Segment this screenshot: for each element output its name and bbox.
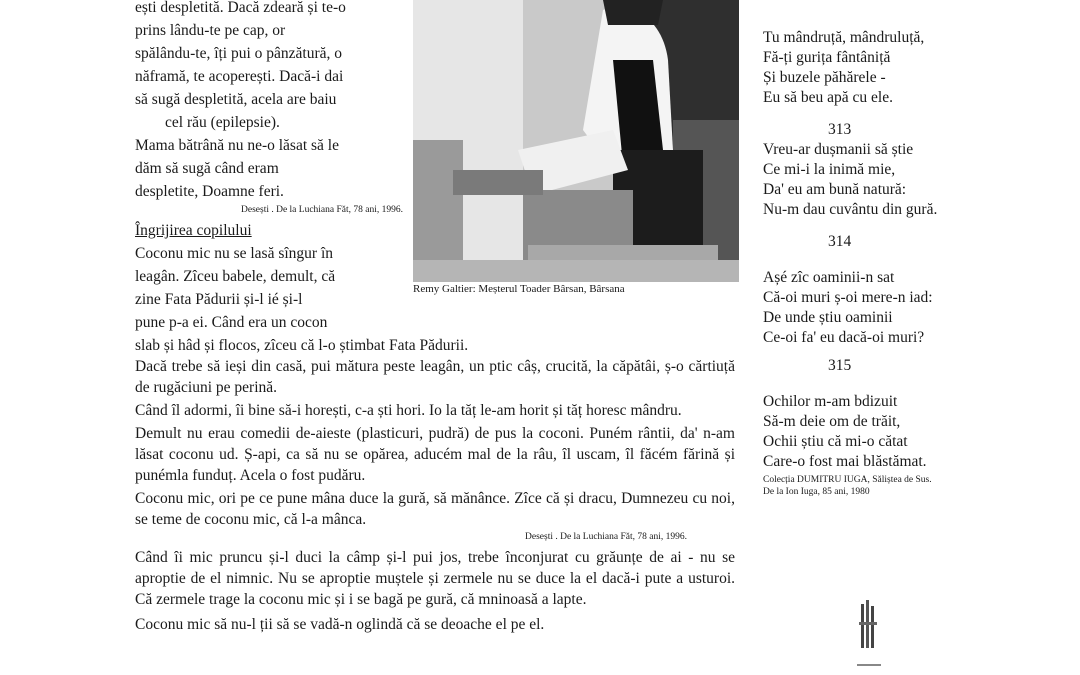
text-line: cel rău (epilepsie). bbox=[165, 114, 280, 131]
verse-line: Fă-ți gurița fântâniță bbox=[763, 49, 891, 66]
verse-315 bbox=[763, 392, 1023, 472]
collection-source: Colecția DUMITRU IUGA, Săliștea de Sus. bbox=[763, 475, 932, 485]
text-line: spălându-te, îți pui o pânzătură, o bbox=[135, 45, 343, 62]
verse-313 bbox=[763, 140, 1023, 220]
text-line: Coconu mic nu se lasă sîngur în bbox=[135, 245, 334, 262]
paragraph-3: Când îl adormi, îi bine să-i horești, c-a ști hori. Io la tăț le-am horit și tăț horesc mândru. bbox=[135, 402, 682, 419]
section-heading: Îngrijirea copilului bbox=[135, 222, 252, 239]
verse-number: 314 bbox=[828, 233, 852, 250]
verse-line: Ce mi-i la inimă mie, bbox=[763, 161, 896, 178]
paragraph-6: Când îi mic pruncu și-l duci la câmp și-l pui jos, trebe înconjurat cu grăunțe de ai - nu se aproptie de el nimnic. Nu se aproptie muștele și zermele nu se duce la el dacă-i pute a usturoi. Că zermele trage la coconu mic și i se bagă pe gură, că mninoasă a lapte. bbox=[135, 549, 735, 608]
paragraph-1-narrow bbox=[135, 243, 405, 333]
paragraph-7: Coconu mic să nu-l ții să se vadă-n oglindă că se deoache el pe el. bbox=[135, 616, 545, 633]
text-line: despletite, Doamne feri. bbox=[135, 183, 284, 200]
verse-number: 313 bbox=[828, 121, 852, 138]
verse-number: 315 bbox=[828, 357, 852, 374]
verse-line: Ochii știu că mi-o cătat bbox=[763, 433, 908, 450]
photo-caption: Remy Galtier: Meșterul Toader Bârsan, Bârsana bbox=[413, 283, 625, 295]
right-column bbox=[763, 0, 1023, 498]
verse-line: Vreu-ar dușmanii să știe bbox=[763, 141, 914, 158]
verse-312 bbox=[763, 28, 1023, 108]
verse-line: Și buzele păhărele - bbox=[763, 69, 886, 86]
text-line: leagân. Zîceu babele, demult, că bbox=[135, 268, 336, 285]
paragraph-2: Dacă trebe să ieși din casă, pui mătura peste leagân, un ptic câș, crucită, la căpătâi, ș-o cărtiuță de rugăciuni pe perină. bbox=[135, 358, 735, 396]
text-line: zine Fata Pădurii și-l ié și-l bbox=[135, 291, 303, 308]
text-line: pune p-a ei. Când era un cocon bbox=[135, 314, 328, 331]
intro-paragraph bbox=[135, 0, 405, 202]
verse-line: Da' eu am bună natură: bbox=[763, 181, 907, 198]
verse-line: Ochilor m-am bdizuit bbox=[763, 393, 898, 410]
text-line: năframă, te acoperești. Dacă-i dai bbox=[135, 68, 344, 85]
source-note: Desești . De la Luchiana Făt, 78 ani, 1996. bbox=[241, 205, 403, 215]
verse-line: Eu să beu apă cu ele. bbox=[763, 89, 893, 106]
verse-line: Ce-oi fa' eu dacă-oi muri? bbox=[763, 329, 925, 346]
paragraph-1-rest: slab și hâd și flocos, zîceu că l-o știmbat Fata Pădurii. bbox=[135, 337, 469, 354]
verse-line: Care-o fost mai blăstămat. bbox=[763, 453, 927, 470]
verse-line: Așé zîc oaminii-n sat bbox=[763, 269, 895, 286]
text-line: prins lându-te pe cap, or bbox=[135, 22, 286, 39]
verse-line: De unde știu oaminii bbox=[763, 309, 893, 326]
decorative-ornament bbox=[855, 600, 883, 670]
paragraph-5: Coconu mic, ori pe ce pune mâna duce la gură, să mănânce. Zîce că și dracu, Dumnezeu cu noi, se teme de coconu mic, că l-a mânca. bbox=[135, 490, 735, 528]
source-note: Desești . De la Luchiana Făt, 78 ani, 1996. bbox=[525, 532, 687, 542]
text-line: Mama bătrână nu ne-o lăsat să le bbox=[135, 137, 339, 154]
paragraph-4: Demult nu erau comedii de-aieste (plasticuri, pudră) de pus la coconi. Puném rântii, da' n-am lăsat coconu ud. Ș-api, ca să nu se opărea, aducém mal de la râu, îl uscam, îl făcém fărină și punémla funduț. Acela o fost pudăru. bbox=[135, 425, 735, 484]
text-line: dăm să sugă când eram bbox=[135, 160, 279, 177]
text-line: să sugă despletită, acela are baiu bbox=[135, 91, 337, 108]
verse-314 bbox=[763, 268, 1023, 348]
verse-line: Nu-m dau cuvântu din gură. bbox=[763, 201, 938, 218]
collection-source: De la Ion Iuga, 85 ani, 1980 bbox=[763, 487, 870, 497]
verse-line: Că-oi muri ș-oi mere-n iad: bbox=[763, 289, 933, 306]
verse-line: Tu mândruță, mândruluță, bbox=[763, 29, 925, 46]
craftsman-photo bbox=[413, 0, 739, 282]
verse-line: Să-m deie om de trăit, bbox=[763, 413, 901, 430]
text-line: ești despletită. Dacă zdeară și te-o bbox=[135, 0, 346, 16]
